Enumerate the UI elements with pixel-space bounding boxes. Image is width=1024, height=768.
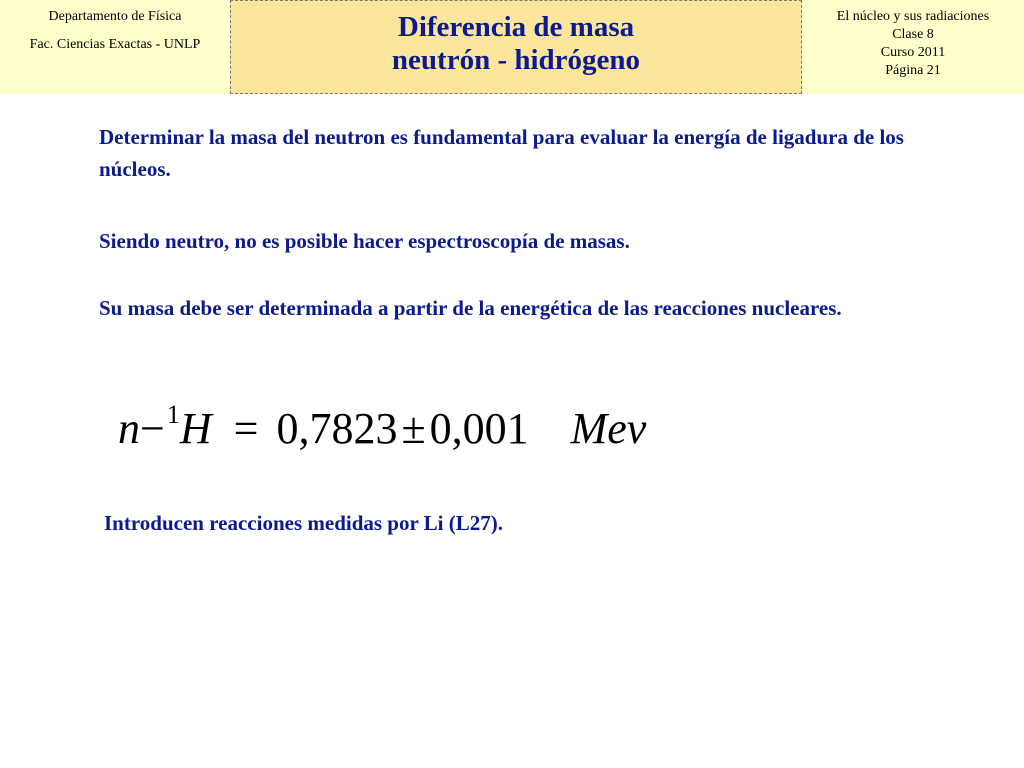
header-course-box (802, 0, 1024, 94)
slide-title-line2: neutrón - hidrógeno (391, 44, 641, 76)
header-department-box (0, 0, 230, 94)
formula-value: 0,7823 (276, 404, 398, 453)
formula-minus: − (140, 404, 165, 453)
course-year: Curso 2011 (880, 45, 946, 60)
page-number: Página 21 (885, 63, 941, 78)
faculty-name: Fac. Ciencias Exactas - UNLP (29, 37, 201, 52)
slide-title-line1: Diferencia de masa (397, 11, 635, 43)
paragraph-mass-spectroscopy: Siendo neutro, no es posible hacer espectroscopía de masas. (99, 229, 630, 253)
formula-unit: Mev (570, 404, 647, 453)
paragraph-li-reactions: Introducen reacciones medidas por Li (L27). (104, 511, 504, 535)
department-name: Departamento de Física (48, 9, 182, 24)
course-name: El núcleo y sus radiaciones (836, 9, 990, 24)
mass-difference-formula (118, 400, 646, 454)
slide-title-box (230, 0, 802, 94)
paragraph-neutron-mass: Determinar la masa del neutron es fundamental para evaluar la energía de ligadura de los núcleos. (99, 125, 904, 181)
formula-hydrogen: H (179, 404, 212, 453)
formula-mass-number: 1 (166, 400, 180, 429)
formula-plus-minus: ± (401, 404, 426, 453)
paragraph-nuclear-reactions: Su masa debe ser determinada a partir de la energética de las reacciones nucleares. (99, 296, 842, 320)
class-number: Clase 8 (892, 27, 934, 42)
formula-neutron: n (118, 404, 140, 453)
formula-error: 0,001 (429, 404, 529, 453)
formula-equals: = (233, 404, 259, 453)
